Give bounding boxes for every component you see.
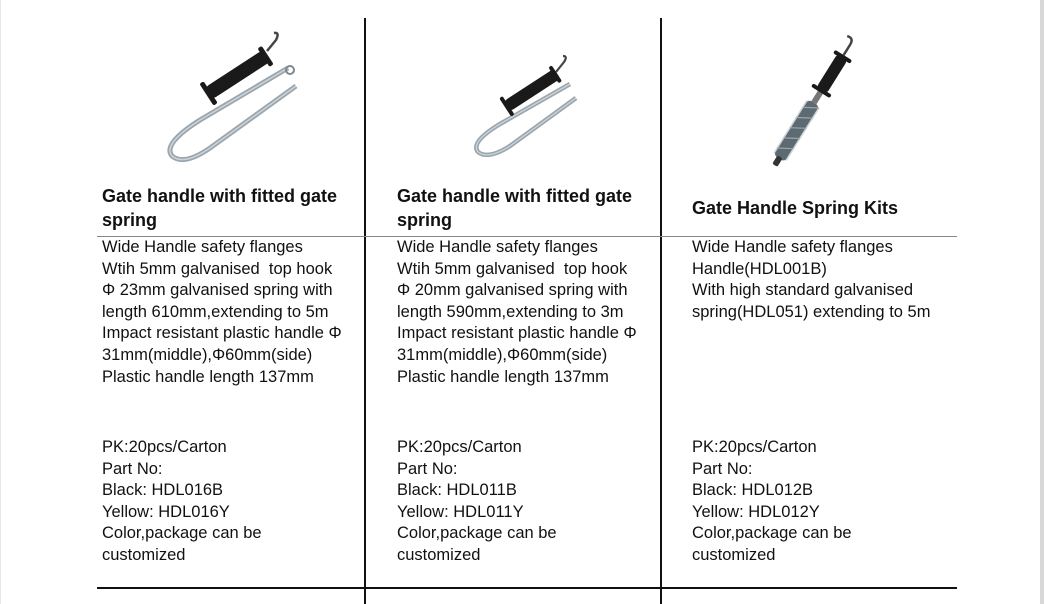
description-line: Wide Handle safety flanges [397,238,598,256]
packing-line: Part No: [692,459,753,478]
packing-line: customized [102,545,186,564]
packing-line: Yellow: HDL011Y [397,502,524,521]
gate-handle-spring-image [420,28,620,168]
description-line: Φ 20mm galvanised spring with [397,281,628,300]
product-title: Gate handle with fitted gate spring [102,186,338,230]
gate-handle-spring-kit-image [718,28,918,168]
description-line: length 610mm,extending to 5m [102,302,329,321]
table-bottom-rule [97,587,957,589]
product-title: Gate handle with fitted gate spring [397,186,633,230]
product-description [102,237,370,388]
description-line: Φ 23mm galvanised spring with [102,281,333,300]
product-packing-info [692,437,960,567]
packing-line: Color,package can be [692,524,852,543]
product-packing-info [102,437,370,567]
description-line: Plastic handle length 137mm [102,367,314,386]
packing-line: Color,package can be [102,524,262,543]
gate-handle-spring-image [140,28,340,168]
packing-line: PK:20pcs/Carton [692,438,817,456]
product-description [692,237,960,323]
packing-line: customized [692,545,776,564]
description-line: Plastic handle length 137mm [397,367,609,386]
description-line: With high standard galvanised [692,281,914,300]
description-line: Handle(HDL001B) [692,259,827,278]
description-line: length 590mm,extending to 3m [397,302,624,321]
description-line: Wtih 5mm galvanised top hook [397,259,628,278]
packing-line: Yellow: HDL012Y [692,502,820,521]
description-line: 31mm(middle),Φ60mm(side) [102,345,313,364]
packing-line: Yellow: HDL016Y [102,502,230,521]
product-packing-info [397,437,665,567]
page-scrollbar-edge [1040,0,1044,604]
description-line: Wide Handle safety flanges [102,238,303,256]
packing-line: Color,package can be [397,524,557,543]
page-edge [0,0,1,604]
description-line: Wide Handle safety flanges [692,238,893,256]
description-line: Wtih 5mm galvanised top hook [102,259,333,278]
packing-line: Part No: [102,459,163,478]
packing-line: customized [397,545,481,564]
packing-line: Black: HDL011B [397,481,517,500]
description-line: spring(HDL051) extending to 5m [692,302,931,321]
packing-line: Part No: [397,459,458,478]
product-description [397,237,665,388]
packing-line: PK:20pcs/Carton [102,438,227,456]
description-line: 31mm(middle),Φ60mm(side) [397,345,608,364]
packing-line: Black: HDL012B [692,481,814,500]
packing-line: Black: HDL016B [102,481,224,500]
product-title: Gate Handle Spring Kits [692,198,899,218]
description-line: Impact resistant plastic handle Φ [102,324,342,343]
packing-line: PK:20pcs/Carton [397,438,522,456]
description-line: Impact resistant plastic handle Φ [397,324,637,343]
